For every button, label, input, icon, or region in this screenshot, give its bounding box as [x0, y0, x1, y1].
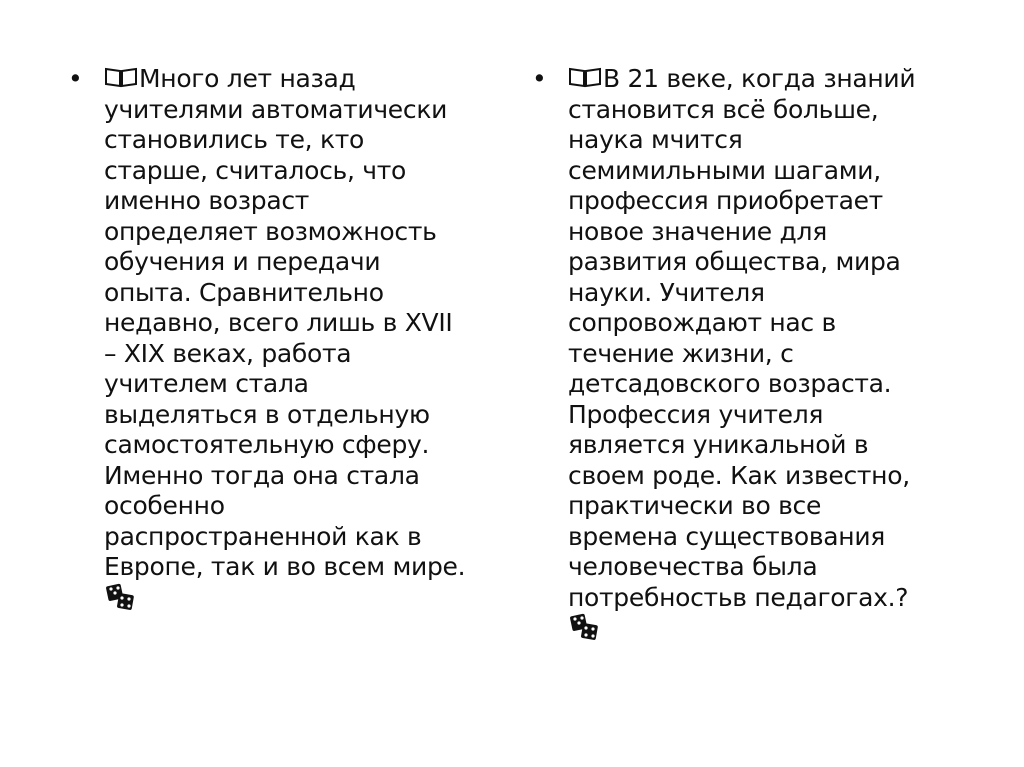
open-book-icon — [568, 66, 602, 88]
paragraph-left: Много лет назад учителями автоматически становились те, кто старше, считалось, что именно возраст определяет возможность обучения и передачи опыта. Сравнительно недавно, всего лишь в XVII – XIX веках, работа учителем стала выделяться в отдельную самостоятельную сферу. Именно тогда она стала особенно распространенной как в Европе, так и во всем мире. — [104, 64, 466, 581]
dice-icon — [105, 583, 135, 611]
bullet-item-right — [532, 64, 932, 646]
dice-icon — [569, 613, 599, 641]
bullet-item-left — [68, 64, 468, 615]
bullet-dot: • — [68, 64, 83, 93]
left-column — [68, 64, 468, 615]
open-book-icon — [104, 66, 138, 88]
right-column — [532, 64, 932, 646]
bullet-dot: • — [532, 64, 547, 93]
paragraph-right: В 21 веке, когда знаний становится всё больше, наука мчится семимильными шагами, профессия приобретает новое значение для развития общества, мира науки. Учителя сопровождают нас в течение жизни, с детсадовского возраста. Профессия учителя является уникальной в своем роде. Как известно, практически во все времена существования человечества была потребностьв педагогах.? — [568, 64, 916, 612]
